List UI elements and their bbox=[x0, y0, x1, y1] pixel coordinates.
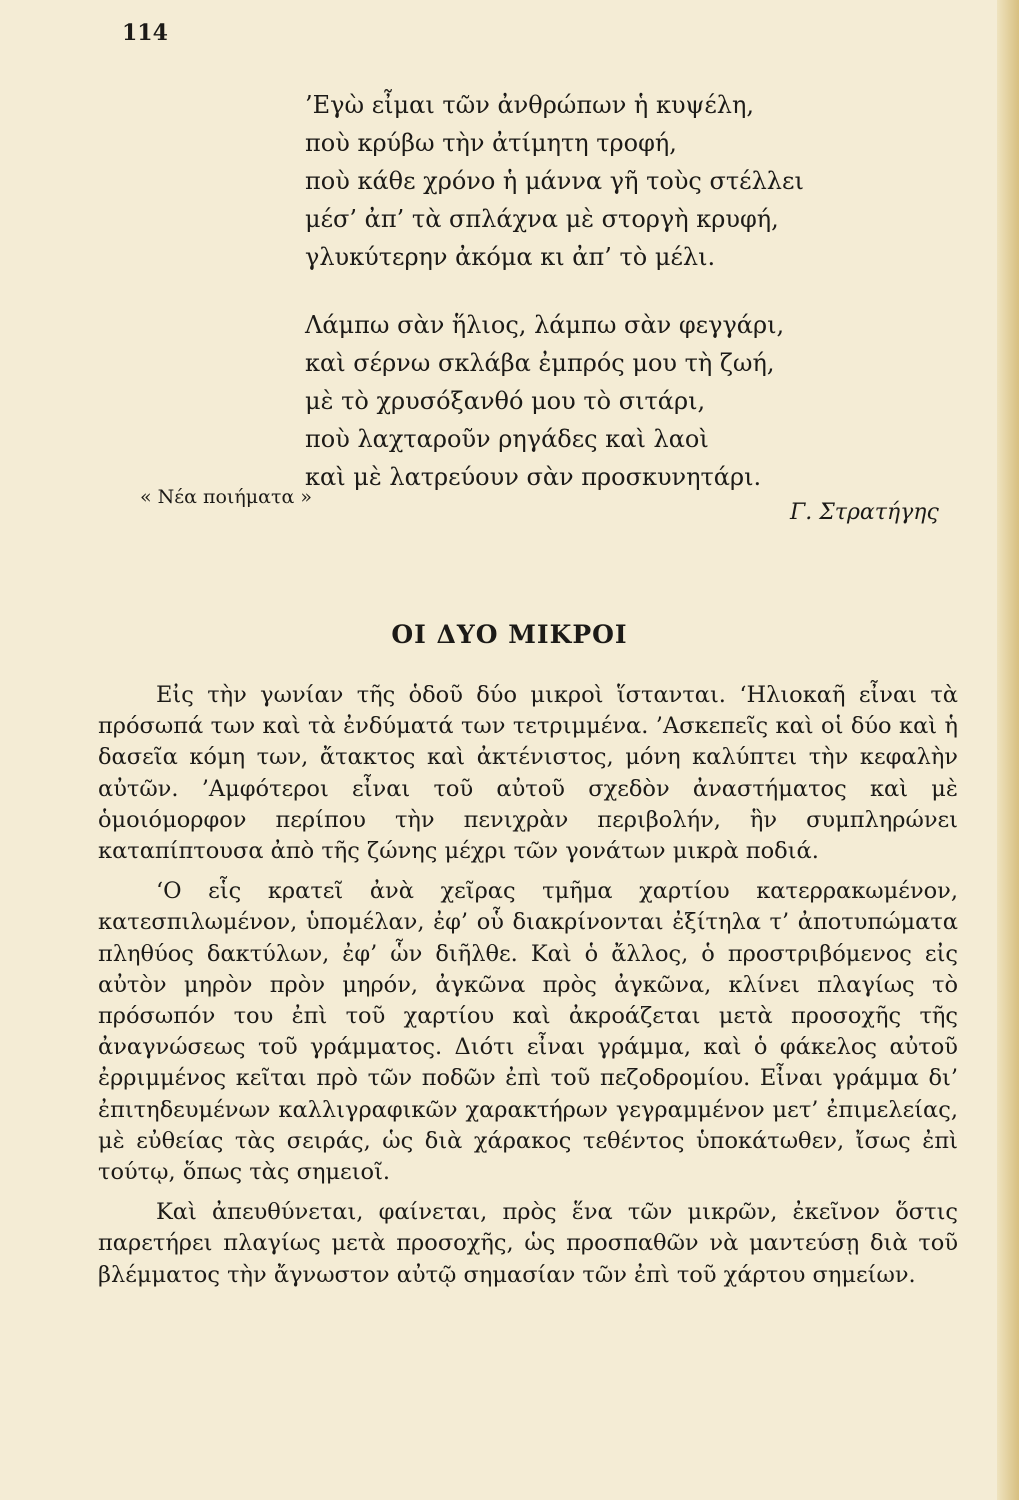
poem-line: Λάμπω σὰν ἥλιος, λάμπω σὰν φεγγάρι, bbox=[305, 311, 785, 339]
poem-line: καὶ μὲ λατρεύουν σὰν προσκυνητάρι. bbox=[305, 463, 762, 491]
story-paragraph-2: ‘Ο εἷς κρατεῖ ἀνὰ χεῖρας τμῆμα χαρτίου κατερρακωμένον, κατεσπιλωμένον, ὑπομέλαν, ἐφ’ οὗ διακρίνονται ἐξίτηλα τ’ ἀποτυπώματα πληθύος δακτύλων, ἐφ’ ὧν διῆλθε. Καὶ ὁ ἄλλος, ὁ προστριβόμενος εἰς αὐτὸν μηρὸν πρὸν μηρόν, ἀγκῶνα πρὸς ἀγκῶνα, κλίνει πλαγίως τὸ πρόσωπόν του ἐπὶ τοῦ χαρτίου καὶ ἀκροάζεται μετὰ προσοχῆς τῆς ἀναγνώσεως τοῦ γράμματος. Διότι εἶναι γράμμα, καὶ ὁ φάκελος αὐτοῦ ἐρριμμένος κεῖται πρὸ τῶν ποδῶν ἐπὶ τοῦ πεζοδρομίου. Εἶναι γράμμα δι’ ἐπιτηδευμένων καλλιγραφικῶν χαρακτήρων γεγραμμένον μετ’ ἐπιμελείας, μὲ εὐθείας τὰς σειράς, ὡς διὰ χάρακος τεθέντος ὑποκάτωθεν, ἴσως ἐπὶ τούτῳ, ὅπως τὰς σημειοῖ. bbox=[98, 878, 958, 1186]
poem-line: ποὺ λαχταροῦν ρηγάδες καὶ λαοὶ bbox=[305, 425, 709, 453]
poem-line: ποὺ κρύβω τὴν ἀτίμητη τροφή, bbox=[305, 129, 677, 157]
poem-line: μὲ τὸ χρυσόξανθό μου τὸ σιτάρι, bbox=[305, 387, 706, 415]
poem-stanza-2 bbox=[305, 306, 825, 496]
story-body bbox=[98, 680, 958, 1300]
page-edge bbox=[997, 0, 1019, 1500]
poem-author: Γ. Στρατήγης bbox=[790, 500, 939, 525]
poem-line: μέσ’ ἀπ’ τὰ σπλάχνα μὲ στοργὴ κρυφή, bbox=[305, 205, 779, 233]
story-paragraph-3: Καὶ ἀπευθύνεται, φαίνεται, πρὸς ἕνα τῶν μικρῶν, ἐκεῖνον ὅστις παρετήρει πλαγίως μετὰ προσοχῆς, ὡς προσπαθῶν νὰ μαντεύσῃ διὰ τοῦ βλέμματος τὴν ἄγνωστον αὐτῷ σημασίαν τῶν ἐπὶ τοῦ χάρτου σημείων. bbox=[98, 1199, 958, 1288]
story-paragraph-1: Εἰς τὴν γωνίαν τῆς ὁδοῦ δύο μικροὶ ἵστανται. ‘Ηλιοκαῆ εἶναι τὰ πρόσωπά των καὶ τὰ ἐνδύματά των τετριμμένα. ’Ασκεπεῖς καὶ οἱ δύο καὶ ἡ δασεῖα κόμη των, ἄτακτος καὶ ἀκτένιστος, μόνη καλύπτει τὴν κεφαλὴν αὐτῶν. ’Αμφότεροι εἶναι τοῦ αὐτοῦ σχεδὸν ἀναστήματος καὶ μὲ ὁμοιόμορφον περίπου τὴν πενιχρὰν περιβολήν, ἣν συμπληρώνει καταπίπτουσα ἀπὸ τῆς ζώνης μέχρι τῶν γονάτων μικρὰ ποδιά. bbox=[98, 682, 958, 865]
poem-line: ’Εγὼ εἶμαι τῶν ἀνθρώπων ἡ κυψέλη, bbox=[305, 91, 755, 119]
poem bbox=[305, 86, 825, 526]
poem-stanza-1 bbox=[305, 86, 825, 276]
page-number: 114 bbox=[122, 20, 168, 46]
poem-line: ποὺ κάθε χρόνο ἡ μάννα γῆ τοὺς στέλλει bbox=[305, 167, 804, 195]
poem-line: γλυκύτερην ἀκόμα κι ἀπ’ τὸ μέλι. bbox=[305, 243, 716, 271]
story-title: ΟΙ ΔΥΟ ΜΙΚΡΟΙ bbox=[391, 620, 628, 649]
poem-source: « Νέα ποιήματα » bbox=[140, 486, 312, 508]
poem-line: καὶ σέρνω σκλάβα ἐμπρός μου τὴ ζωή, bbox=[305, 349, 775, 377]
